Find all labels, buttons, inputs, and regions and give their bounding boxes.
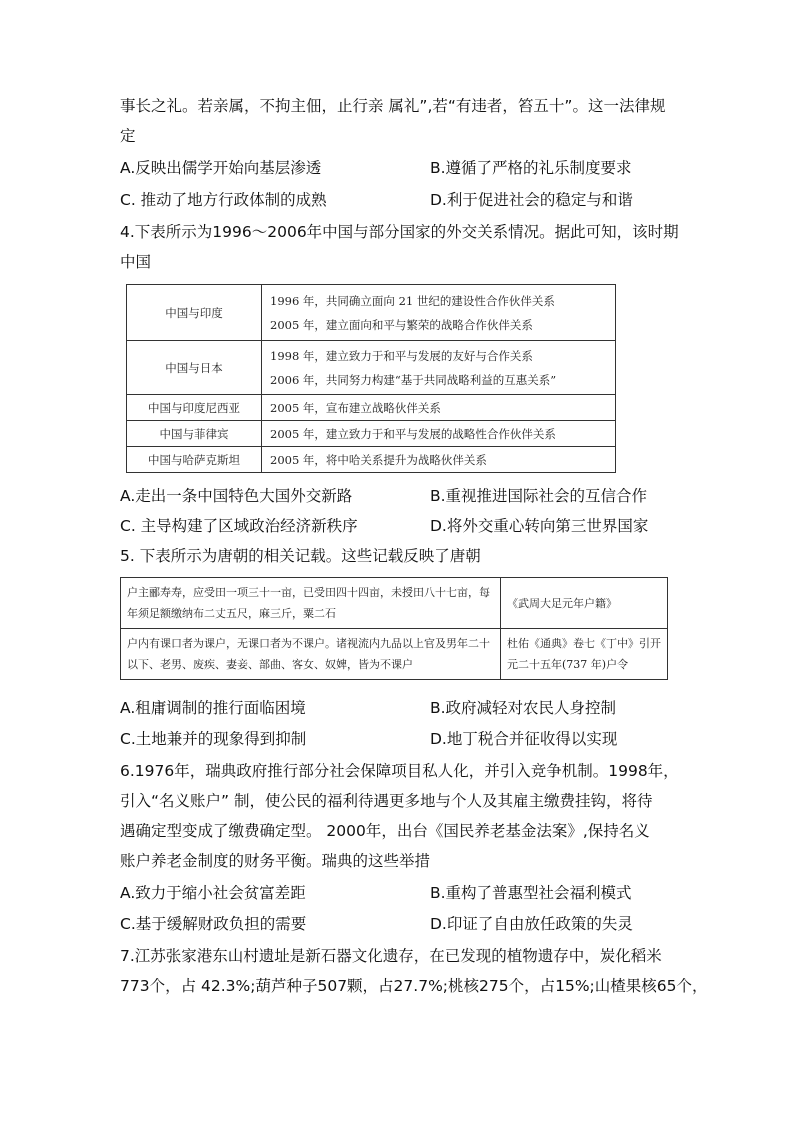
q5-stem-line1: 5. 下表所示为唐朝的相关记载。这些记载反映了唐朝 — [120, 547, 481, 565]
table-cell-record: 户主郦寿寿，应受田一项三十一亩，已受田四十四亩，未授田八十七亩，每年须足额缴纳布二丈五尺，麻三斤，粟二石 — [121, 578, 501, 629]
event-line: 1998 年，建立致力于和平与发展的友好与合作关系 — [270, 348, 533, 363]
table-cell-events — [262, 285, 616, 341]
q3-option-b: B.遵循了严格的礼乐制度要求 — [430, 159, 632, 177]
q5-option-b: B.政府减轻对农民人身控制 — [430, 699, 617, 717]
q6-stem-line2: 引入“名义账户” 制，使公民的福利待遇更多地与个人及其雇主缴费挂钩，将待 — [120, 792, 653, 810]
q4-stem-line1: 4.下表所示为1996～2006年中国与部分国家的外交关系情况。据此可知，该时期 — [120, 223, 679, 241]
table-row — [127, 447, 616, 473]
q4-option-c: C. 主导构建了区域政治经济新秩序 — [120, 517, 358, 535]
q7-stem-line1: 7.江苏张家港东山村遗址是新石器文化遗存，在已发现的植物遗存中，炭化稻米 — [120, 947, 662, 965]
event-line: 2006 年，共同努力构建“基于共同战略利益的互惠关系” — [270, 372, 557, 387]
q3-option-c: C. 推动了地方行政体制的成熟 — [120, 191, 327, 209]
table-row — [127, 421, 616, 447]
q5-option-d: D.地丁税合并征收得以实现 — [430, 730, 618, 748]
table-cell-events: 2005 年，宣布建立战略伙伴关系 — [262, 395, 616, 421]
q6-stem-line3: 遇确定型变成了缴费确定型。 2000年，出台《国民养老基金法案》,保持名义 — [120, 822, 650, 840]
q6-option-c: C.基于缓解财政负担的需要 — [120, 915, 307, 933]
q4-diplomacy-table — [126, 284, 616, 473]
table-row — [121, 578, 668, 629]
q6-option-b: B.重构了普惠型社会福利模式 — [430, 884, 632, 902]
q7-stem-line2: 773个，占 42.3%;葫芦种子507颗，占27.7%;桃核275个，占15%;山楂果核65个， — [120, 977, 708, 995]
table-row — [127, 395, 616, 421]
table-cell-record: 户内有课口者为课户，无课口者为不课户。诸视流内九品以上官及男年二十以下、老男、废疾、妻妾、部曲、客女、奴婢，皆为不课户 — [121, 629, 501, 680]
table-cell-events — [262, 341, 616, 395]
table-cell-country: 中国与印度 — [127, 285, 262, 341]
event-line: 1996 年，共同确立面向 21 世纪的建设性合作伙伴关系 — [270, 293, 555, 308]
q3-text-line1: 事长之礼。若亲属，不拘主佃，止行亲 属礼”,若“有违者，笞五十”。这一法律规 — [120, 97, 666, 115]
table-cell-country: 中国与日本 — [127, 341, 262, 395]
q3-text-line2: 定 — [120, 127, 136, 145]
q5-records-table — [120, 577, 668, 680]
q4-option-d: D.将外交重心转向第三世界国家 — [430, 517, 649, 535]
table-row — [127, 341, 616, 395]
q4-option-b: B.重视推进国际社会的互信合作 — [430, 487, 648, 505]
table-cell-events: 2005 年，将中哈关系提升为战略伙伴关系 — [262, 447, 616, 473]
table-cell-country: 中国与印度尼西亚 — [127, 395, 262, 421]
table-cell-country: 中国与菲律宾 — [127, 421, 262, 447]
table-cell-country: 中国与哈萨克斯坦 — [127, 447, 262, 473]
table-cell-source: 杜佑《通典》卷七《丁中》引开元二十五年(737 年)户令 — [501, 629, 668, 680]
table-row — [127, 285, 616, 341]
q3-option-d: D.利于促进社会的稳定与和谐 — [430, 191, 633, 209]
table-cell-source: 《武周大足元年户籍》 — [501, 578, 668, 629]
q4-option-a: A.走出一条中国特色大国外交新路 — [120, 487, 353, 505]
q3-option-a: A.反映出儒学开始向基层渗透 — [120, 159, 322, 177]
q6-option-d: D.印证了自由放任政策的失灵 — [430, 915, 633, 933]
q6-stem-line4: 账户养老金制度的财务平衡。瑞典的这些举措 — [120, 852, 431, 870]
q5-option-a: A.租庸调制的推行面临困境 — [120, 699, 306, 717]
table-cell-events: 2005 年，建立致力于和平与发展的战略性合作伙伴关系 — [262, 421, 616, 447]
q4-stem-line2: 中国 — [120, 253, 152, 271]
table-row — [121, 629, 668, 680]
q5-option-c: C.土地兼并的现象得到抑制 — [120, 730, 307, 748]
q6-option-a: A.致力于缩小社会贫富差距 — [120, 884, 306, 902]
q6-stem-line1: 6.1976年，瑞典政府推行部分社会保障项目私人化，并引入竞争机制。1998年， — [120, 762, 679, 780]
event-line: 2005 年，建立面向和平与繁荣的战略合作伙伴关系 — [270, 317, 533, 332]
